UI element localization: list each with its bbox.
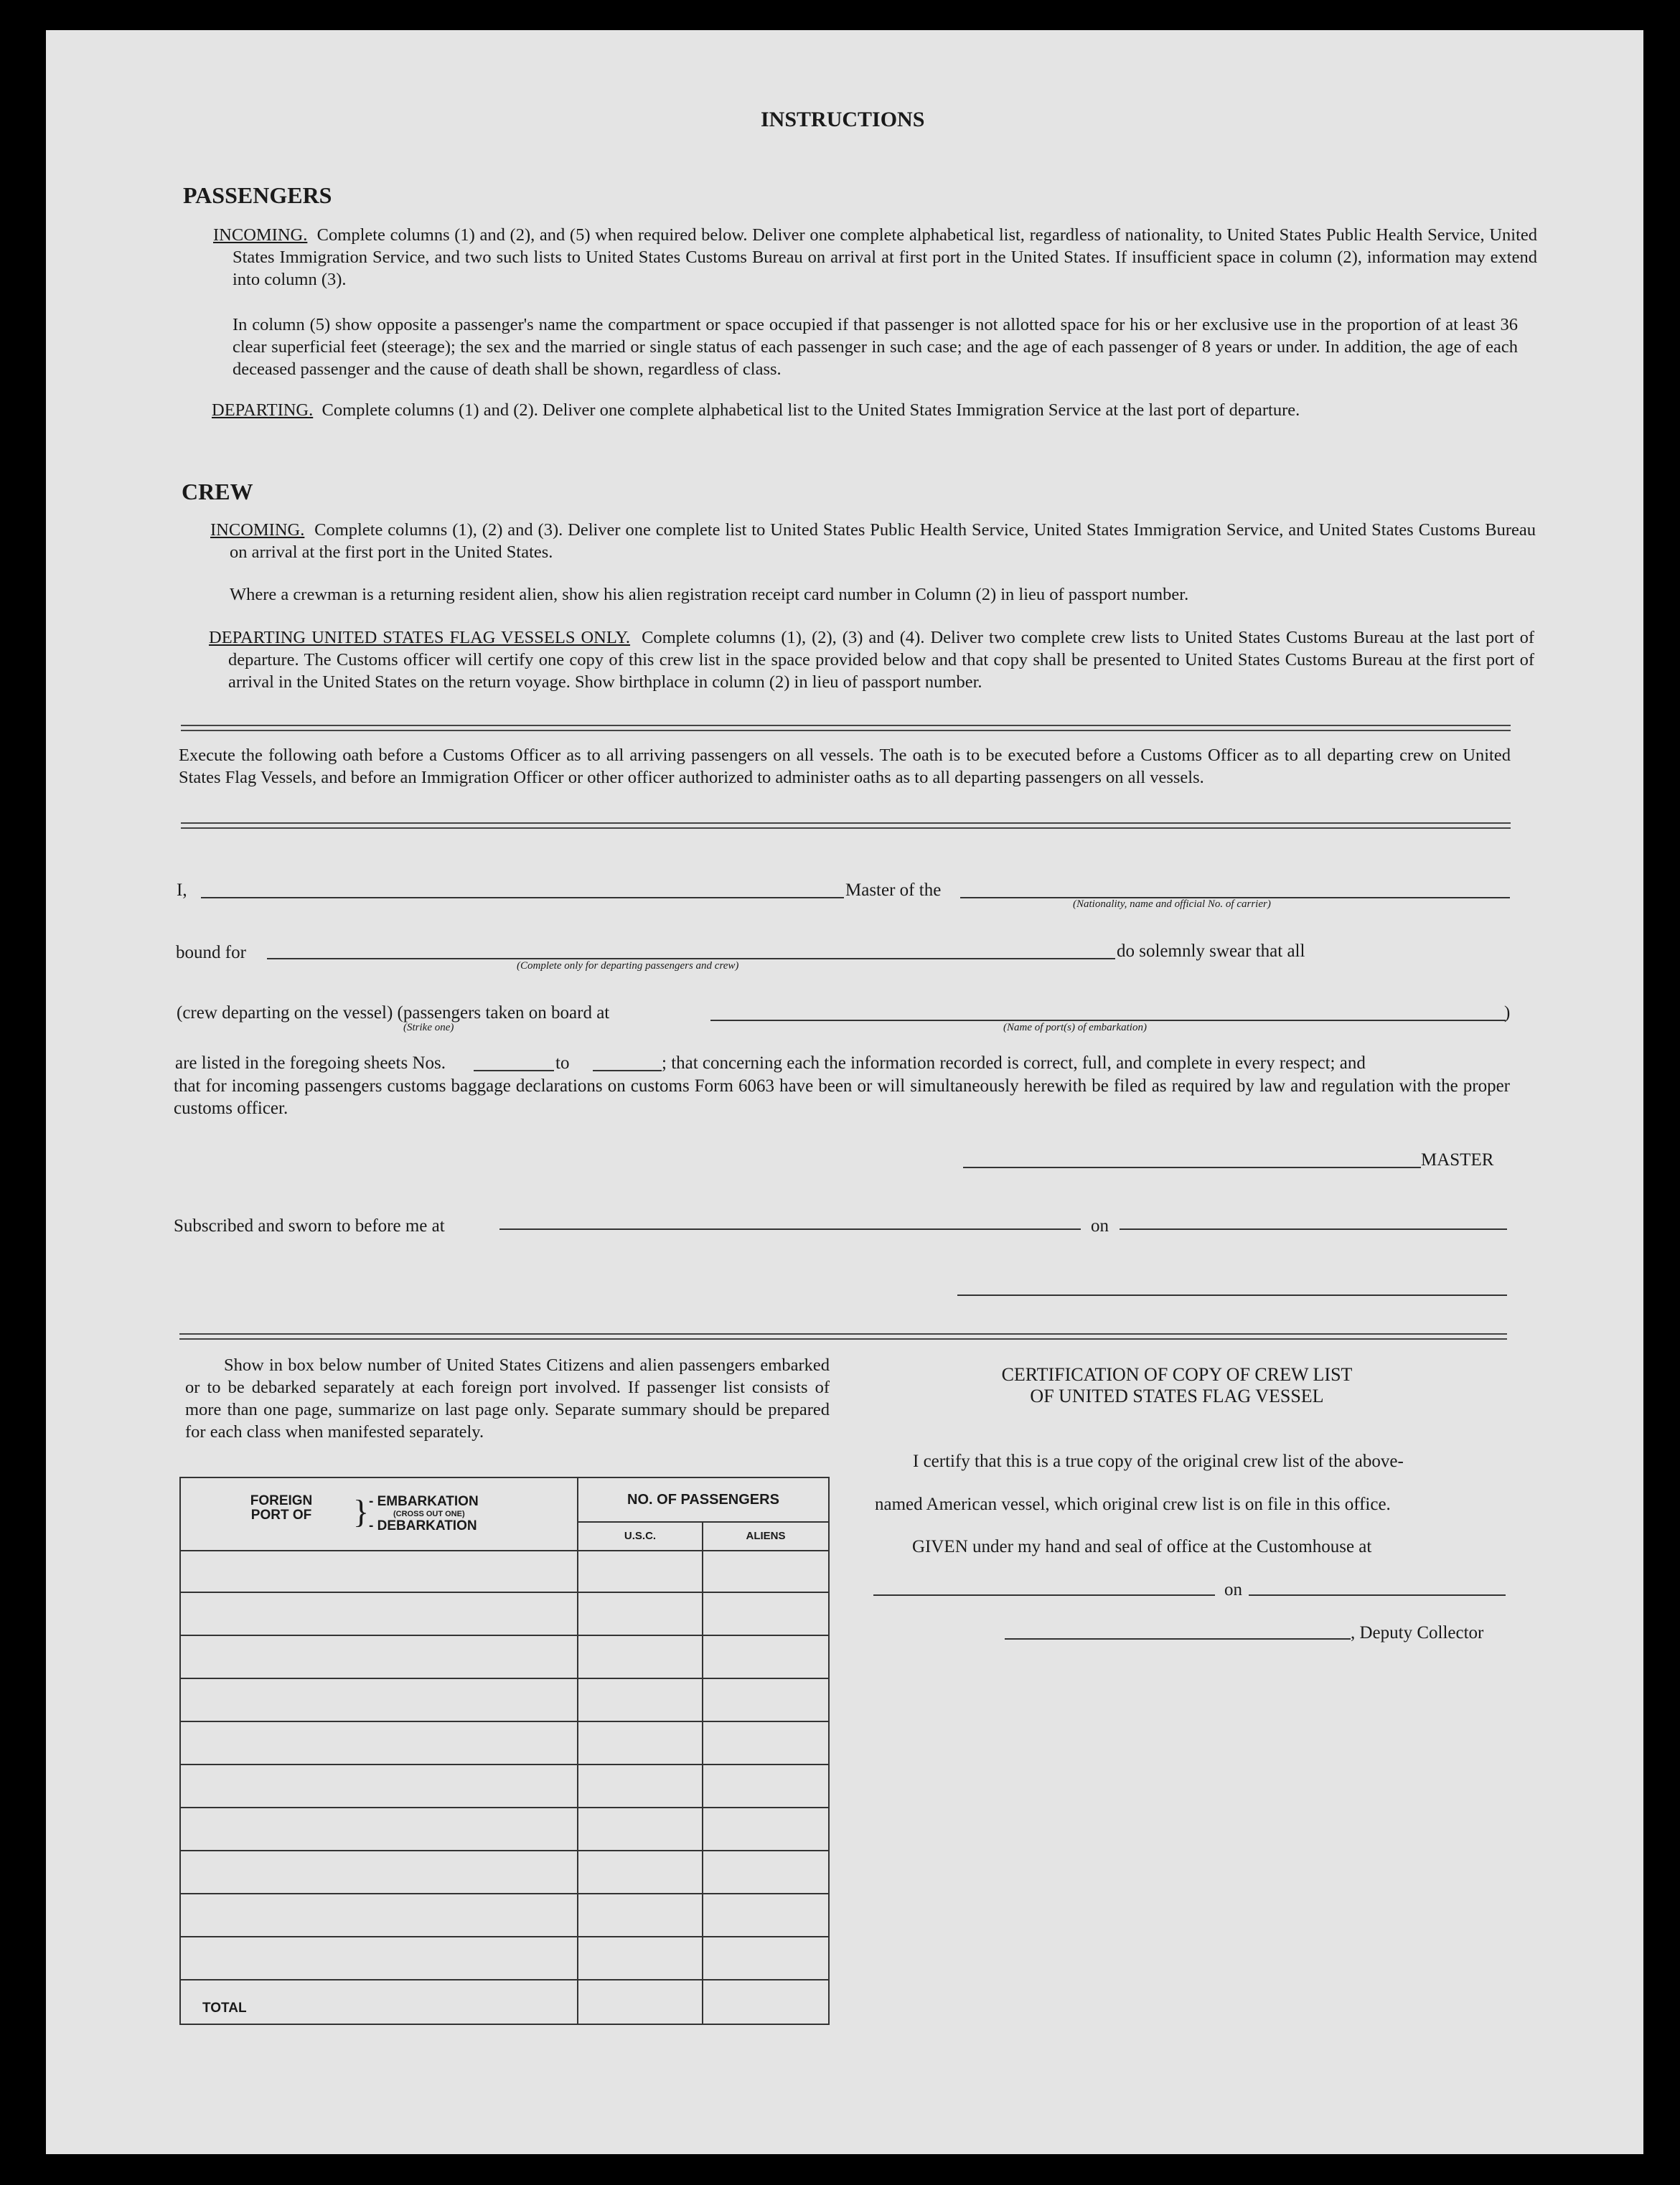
total-label-cell: TOTAL bbox=[180, 1980, 578, 2024]
total-aliens-cell[interactable] bbox=[703, 1980, 829, 2024]
oath-listed-b: ; that concerning each the information recorded is correct, full, and complete in every respect; and bbox=[662, 1053, 1366, 1073]
strike-one-caption: (Strike one) bbox=[403, 1022, 454, 1033]
usc-cell[interactable] bbox=[578, 1678, 703, 1721]
usc-cell[interactable] bbox=[578, 1592, 703, 1635]
port-cell[interactable] bbox=[180, 1851, 578, 1894]
crew-heading: CREW bbox=[182, 479, 253, 504]
brace-icon: } bbox=[353, 1493, 370, 1530]
aliens-header: ALIENS bbox=[703, 1522, 829, 1551]
foreign-port-of: FOREIGN PORT OF bbox=[250, 1493, 313, 1523]
no-of-passengers-header: NO. OF PASSENGERS bbox=[578, 1477, 829, 1522]
port-cell[interactable] bbox=[180, 1635, 578, 1678]
certification-title-2: OF UNITED STATES FLAG VESSEL bbox=[1030, 1386, 1324, 1406]
usc-cell[interactable] bbox=[578, 1635, 703, 1678]
aliens-cell[interactable] bbox=[703, 1765, 829, 1808]
port-cell[interactable] bbox=[180, 1721, 578, 1765]
crew-incoming-text: Complete columns (1), (2) and (3). Deliver one complete list to United States Public Health Service, United States Immigration Service, and United States Customs Bureau on arrival at the first port in the United States. bbox=[230, 520, 1536, 562]
master-name-field[interactable] bbox=[201, 897, 844, 898]
total-usc-cell[interactable] bbox=[578, 1980, 703, 2024]
usc-cell[interactable] bbox=[578, 1551, 703, 1592]
port-caption: (Name of port(s) of embarkation) bbox=[1003, 1022, 1147, 1033]
box-instructions: Show in box below number of United States Citizens and alien passengers embarked or to be debarked separately at each foreign port involved. If passenger list consists of more than one page, summarize on last page only. Separate summary should be prepared for each class when manifested separately. bbox=[185, 1355, 830, 1442]
crew-departing bbox=[209, 626, 1534, 693]
table-row bbox=[180, 1678, 829, 1721]
aliens-cell[interactable] bbox=[703, 1851, 829, 1894]
bound-caption: (Complete only for departing passengers and crew) bbox=[517, 960, 739, 972]
certification-line-3: GIVEN under my hand and seal of office at the Customhouse at bbox=[912, 1537, 1372, 1556]
passengers-incoming-label: INCOMING. bbox=[213, 225, 308, 245]
aliens-cell[interactable] bbox=[703, 1808, 829, 1851]
passengers-departing bbox=[212, 399, 1537, 421]
usc-cell[interactable] bbox=[578, 1765, 703, 1808]
table-row bbox=[180, 1765, 829, 1808]
master-signature-field[interactable] bbox=[963, 1167, 1421, 1168]
certification-line-1: I certify that this is a true copy of the original crew list of the above- bbox=[913, 1452, 1404, 1471]
aliens-cell[interactable] bbox=[703, 1937, 829, 1980]
usc-cell[interactable] bbox=[578, 1937, 703, 1980]
total-row bbox=[180, 1980, 829, 2024]
divider-double bbox=[179, 1333, 1507, 1340]
aliens-cell[interactable] bbox=[703, 1678, 829, 1721]
aliens-cell[interactable] bbox=[703, 1551, 829, 1592]
oath-i: I, bbox=[177, 880, 187, 900]
crew-incoming bbox=[210, 519, 1536, 563]
divider-double bbox=[181, 822, 1511, 829]
certification-date-field[interactable] bbox=[1249, 1594, 1506, 1596]
oath-listed-a: are listed in the foregoing sheets Nos. bbox=[175, 1053, 446, 1073]
deputy-signature-field[interactable] bbox=[1005, 1638, 1351, 1640]
carrier-caption: (Nationality, name and official No. of carrier) bbox=[1073, 898, 1271, 910]
passengers-column5: In column (5) show opposite a passenger's name the compartment or space occupied if that passenger is not allotted space for his or her exclusive use in the proportion of at least 36 clear superficial feet (steerage); the sex and the married or single status of each passenger in such case; and the age of each passenger of 8 years or under. In addition, the age of each deceased passenger and the cause of death shall be shown, regardless of class. bbox=[233, 315, 1518, 379]
table-row bbox=[180, 1937, 829, 1980]
embarkation-label: - EMBARKATION bbox=[369, 1494, 479, 1509]
table-row bbox=[180, 1635, 829, 1678]
sheet-from-field[interactable] bbox=[474, 1070, 554, 1071]
usc-cell[interactable] bbox=[578, 1894, 703, 1937]
port-header-cell bbox=[180, 1477, 578, 1551]
crew-incoming-label: INCOMING. bbox=[210, 520, 305, 540]
passengers-heading: PASSENGERS bbox=[183, 182, 332, 208]
table-row bbox=[180, 1721, 829, 1765]
subscribed-label: Subscribed and sworn to before me at bbox=[174, 1216, 445, 1236]
oath-listed-c: that for incoming passengers customs baggage declarations on customs Form 6063 have been or will simultaneously herewith be filed as required by law and regulation with the proper customs officer. bbox=[174, 1076, 1510, 1118]
sheet-to-field[interactable] bbox=[593, 1070, 662, 1071]
aliens-cell[interactable] bbox=[703, 1894, 829, 1937]
divider-double bbox=[181, 725, 1511, 731]
usc-cell[interactable] bbox=[578, 1721, 703, 1765]
passenger-summary-table bbox=[179, 1477, 830, 2025]
subscribed-on: on bbox=[1091, 1216, 1109, 1236]
subscribed-place-field[interactable] bbox=[499, 1228, 1081, 1230]
crew-departing-text: Complete columns (1), (2), (3) and (4). Deliver two complete crew lists to United States Customs Bureau at the last port of departure. The Customs officer will certify one copy of this crew list in the space provided below and that copy shall be presented to United States Customs Bureau at the first port of arrival in the United States on the return voyage. Show birthplace in column (2) in lieu of passport number. bbox=[228, 628, 1534, 692]
execute-oath-text: Execute the following oath before a Customs Officer as to all arriving passengers on all vessels. The oath is to be executed before a Customs Officer as to all departing crew on United States Flag Vessels, and before an Immigration Officer or other officer authorized to administer oaths as to all departing passengers on all vessels. bbox=[179, 746, 1511, 787]
usc-header: U.S.C. bbox=[578, 1522, 703, 1551]
crew-departing-label: DEPARTING UNITED STATES FLAG VESSELS ONLY. bbox=[209, 628, 631, 647]
oath-listed-to: to bbox=[555, 1053, 570, 1073]
certification-line-2: named American vessel, which original crew list is on file in this office. bbox=[875, 1495, 1391, 1514]
page-title: INSTRUCTIONS bbox=[761, 108, 925, 131]
port-cell[interactable] bbox=[180, 1765, 578, 1808]
subscribed-date-field[interactable] bbox=[1120, 1228, 1507, 1230]
aliens-cell[interactable] bbox=[703, 1721, 829, 1765]
embarkation-port-field[interactable] bbox=[710, 1020, 1506, 1021]
oath-close-paren: ) bbox=[1504, 1003, 1511, 1023]
table-row bbox=[180, 1808, 829, 1851]
certification-title-1: CERTIFICATION OF COPY OF CREW LIST bbox=[1001, 1364, 1353, 1385]
oath-bound-for: bound for bbox=[176, 943, 246, 962]
port-cell[interactable] bbox=[180, 1678, 578, 1721]
crew-resident-alien: Where a crewman is a returning resident alien, show his alien registration receipt card number in Column (2) in lieu of passport number. bbox=[230, 585, 1189, 604]
usc-cell[interactable] bbox=[578, 1851, 703, 1894]
usc-cell[interactable] bbox=[578, 1808, 703, 1851]
oath-master-of-the: Master of the bbox=[845, 880, 942, 900]
bound-for-field[interactable] bbox=[267, 958, 1115, 959]
table-row bbox=[180, 1551, 829, 1592]
cross-out-label: (CROSS OUT ONE) bbox=[393, 1510, 465, 1518]
port-cell[interactable] bbox=[180, 1551, 578, 1592]
port-cell[interactable] bbox=[180, 1894, 578, 1937]
passengers-departing-label: DEPARTING. bbox=[212, 400, 314, 420]
table-row bbox=[180, 1592, 829, 1635]
table-row bbox=[180, 1851, 829, 1894]
table-row bbox=[180, 1894, 829, 1937]
passengers-incoming bbox=[213, 224, 1537, 291]
oath-swear: do solemnly swear that all bbox=[1117, 941, 1305, 961]
passengers-incoming-text: Complete columns (1) and (2), and (5) when required below. Deliver one complete alphabetical list, regardless of nationality, to United States Public Health Service, United States Immigration Service, and two such lists to United States Customs Bureau on arrival at first port in the United States. If insufficient space in column (2), information may extend into column (3). bbox=[233, 225, 1538, 289]
master-label: MASTER bbox=[1421, 1150, 1494, 1170]
aliens-cell[interactable] bbox=[703, 1635, 829, 1678]
deputy-collector-label: , Deputy Collector bbox=[1351, 1623, 1484, 1643]
port-cell[interactable] bbox=[180, 1808, 578, 1851]
oath-crew-departing: (crew departing on the vessel) (passengers taken on board at bbox=[177, 1003, 610, 1023]
passengers-departing-text: Complete columns (1) and (2). Deliver one complete alphabetical list to the United States Immigration Service at the last port of departure. bbox=[322, 400, 1300, 420]
customhouse-field[interactable] bbox=[873, 1594, 1215, 1596]
port-cell[interactable] bbox=[180, 1937, 578, 1980]
port-cell[interactable] bbox=[180, 1592, 578, 1635]
debarkation-label: - DEBARKATION bbox=[369, 1518, 477, 1533]
certification-on: on bbox=[1224, 1580, 1242, 1599]
aliens-cell[interactable] bbox=[703, 1592, 829, 1635]
officer-signature-field[interactable] bbox=[957, 1294, 1507, 1296]
